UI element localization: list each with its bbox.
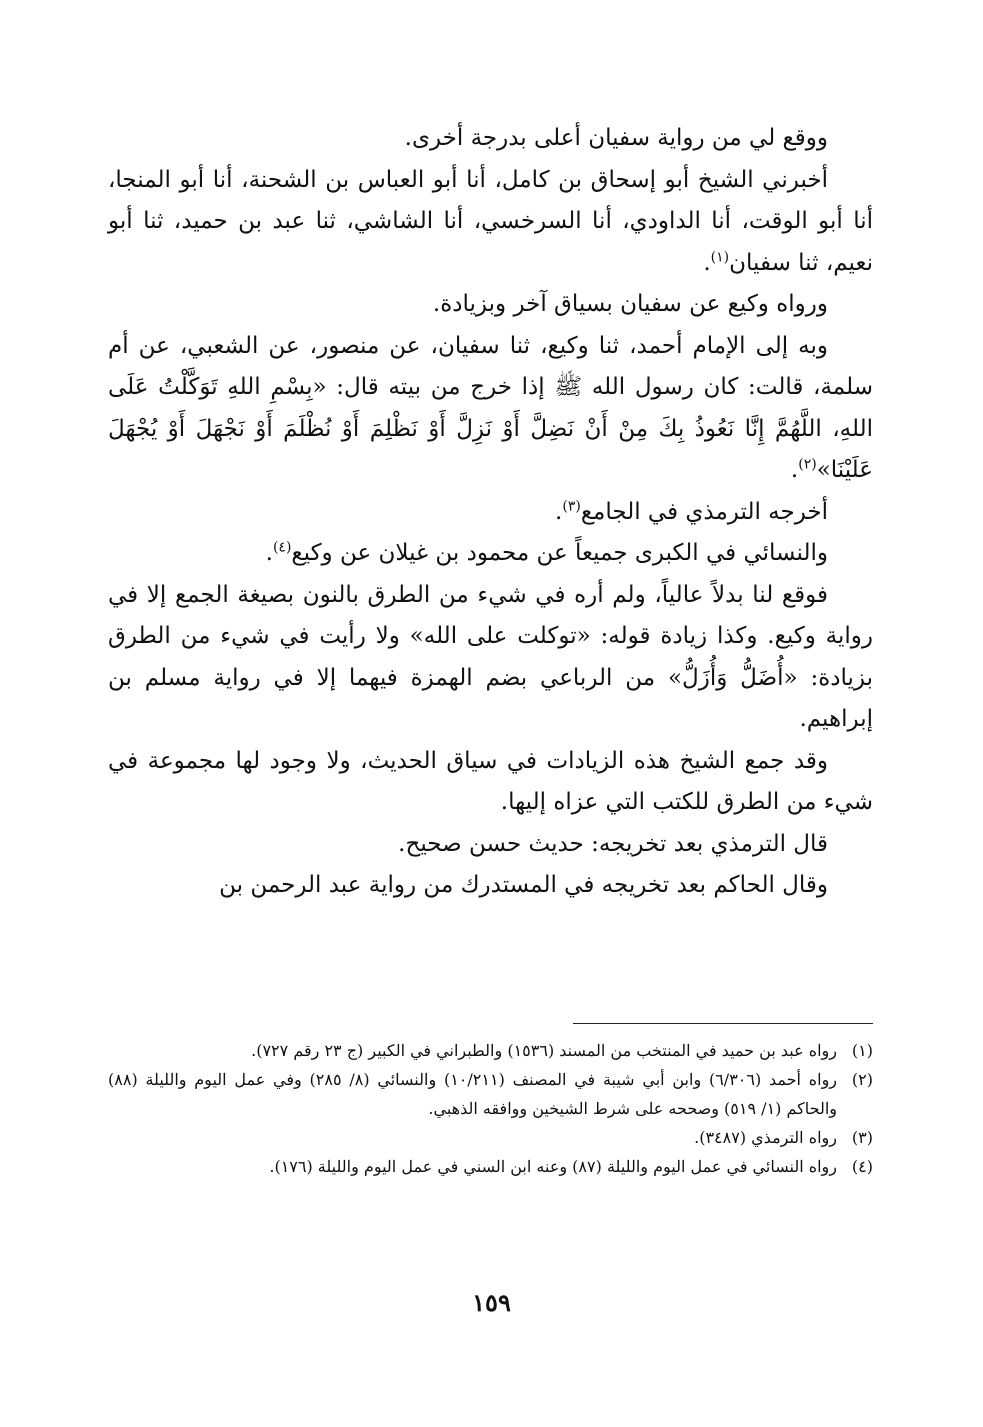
footnote-number: (١) [851,1041,873,1060]
footnote-text: رواه الترمذي (٣٤٨٧). [694,1128,837,1147]
paragraph-3: ورواه وكيع عن سفيان بسياق آخر وبزيادة. [432,291,828,317]
footnote-text: رواه أحمد (٦/٣٠٦) وابن أبي شيبة في المصنف (١٠/٢١١) والنسائي (٨/ ٢٨٥) وفي عمل اليوم والليلة (٨٨) والحاكم (١/ ٥١٩) وصححه على شرط الشيخين ووافقه الذهبي. [108,1070,838,1118]
footnote-separator [573,1023,873,1024]
paragraph-9: قال الترمذي بعد تخريجه: حديث حسن صحيح. [398,830,828,857]
paragraph-6: والنسائي في الكبرى جميعاً عن محمود بن غيلان عن وكيع$^{(٤)}$. [265,539,828,566]
footnote-3 [108,1123,873,1152]
footnote-4 [108,1152,873,1181]
footnote-number: (٢) [851,1070,873,1089]
paragraph-1: ووقع لي من رواية سفيان أعلى بدرجة أخرى. [404,125,828,151]
paragraph-4: وبه إلى الإمام أحمد، ثنا وكيع، ثنا سفيان، عن منصور، عن الشعبي، عن أم سلمة، قالت: كان رسول الله ﷺ إذا خرج من بيته قال: «بِسْمِ اللهِ تَوَكَّلْتُ عَلَى اللهِ، اللَّهُمَّ إِنَّا نَعُوذُ بِكَ مِنْ أَنْ نَضِلَّ أَوْ نَزِلَّ أَوْ نَظْلِمَ أَوْ نُظْلَمَ أَوْ نَجْهَلَ أَوْ يُجْهَلَ عَلَيْنَا»$^{(٢)}$. [108,332,873,483]
paragraph-7: فوقع لنا بدلاً عالياً، ولم أره في شيء من الطرق بالنون بصيغة الجمع إلا في رواية وكيع. وكذا زيادة قوله: «توكلت على الله» ولا رأيت في شيء من الطرق بزيادة: «أُضَلُّ وَأُزَلُّ» من الرباعي بضم الهمزة فيهما إلا في رواية مسلم بن إبراهيم. [108,581,873,732]
footnote-1 [108,1036,873,1065]
footnote-text: رواه النسائي في عمل اليوم والليلة (٨٧) وعنه ابن السني في عمل اليوم والليلة (١٧٦). [269,1157,837,1176]
paragraph-5: أخرجه الترمذي في الجامع$^{(٣)}$. [555,497,828,525]
footnote-number: (٣) [851,1128,873,1147]
footnote-2 [108,1065,873,1123]
main-text [108,118,873,907]
paragraph-2: أخبرني الشيخ أبو إسحاق بن كامل، أنا أبو العباس بن الشحنة، أنا أبو المنجا، أنا أبو الوقت، أنا الداودي، أنا السرخسي، أنا الشاشي، ثنا عبد بن حميد، ثنا أبو نعيم، ثنا سفيان$^{(١)}$. [108,166,873,276]
paragraph-10: وقال الحاكم بعد تخريجه في المستدرك من رواية عبد الرحمن بن [219,872,828,898]
footnote-ref-2[interactable]: (٢) [798,456,817,473]
footnote-ref-3[interactable]: (٣) [562,497,581,514]
footnote-number: (٤) [851,1157,873,1176]
page-number: ١٥٩ [472,1288,511,1317]
footnote-text: رواه عبد بن حميد في المنتخب من المسند (١٥٣٦) والطبراني في الكبير (ج ٢٣ رقم ٧٢٧). [251,1041,837,1060]
paragraph-8: وقد جمع الشيخ هذه الزيادات في سياق الحديث، ولا وجود لها مجموعة في شيء من الطرق للكتب التي عزاه إليها. [108,747,873,815]
footnote-ref-1[interactable]: (١) [710,248,730,265]
footnote-ref-4[interactable]: (٤) [272,539,292,556]
footnotes [108,1036,873,1181]
